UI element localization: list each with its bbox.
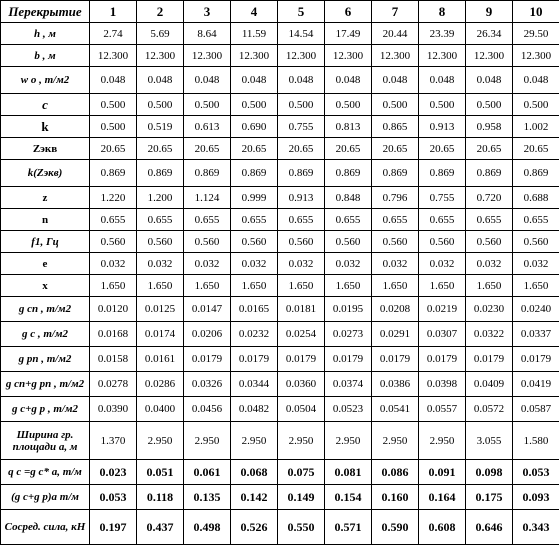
table-cell: 0.655 [419, 209, 466, 231]
table-cell: 0.869 [90, 160, 137, 187]
table-cell: 0.0174 [137, 322, 184, 347]
table-row [1, 510, 559, 545]
table-cell: 0.0419 [513, 372, 559, 397]
column-header: 5 [278, 1, 325, 23]
table-cell: 1.650 [184, 275, 231, 297]
table-cell: 0.0344 [231, 372, 278, 397]
table-cell: 0.500 [372, 94, 419, 116]
table-cell: 0.118 [137, 485, 184, 510]
table-cell: 0.0179 [278, 347, 325, 372]
table-cell: 3.055 [466, 422, 513, 460]
table-row [1, 422, 559, 460]
table-cell: 1.650 [278, 275, 325, 297]
table-cell: 0.032 [325, 253, 372, 275]
table-cell: 0.869 [513, 160, 559, 187]
table-cell: 20.65 [325, 138, 372, 160]
row-label: c [1, 94, 90, 116]
table-cell: 0.061 [184, 460, 231, 485]
row-label: g c+g p , т/м2 [1, 397, 90, 422]
table-cell: 0.051 [137, 460, 184, 485]
table-cell: 0.053 [90, 485, 137, 510]
table-cell: 1.650 [90, 275, 137, 297]
table-cell: 0.0161 [137, 347, 184, 372]
table-row [1, 116, 559, 138]
table-cell: 0.571 [325, 510, 372, 545]
table-cell: 1.580 [513, 422, 559, 460]
table-cell: 0.093 [513, 485, 559, 510]
column-header: 8 [419, 1, 466, 23]
table-cell: 0.0240 [513, 297, 559, 322]
table-cell: 0.655 [372, 209, 419, 231]
table-cell: 0.869 [278, 160, 325, 187]
table-cell: 12.300 [90, 45, 137, 67]
table-cell: 20.65 [513, 138, 559, 160]
table-cell: 0.437 [137, 510, 184, 545]
table-cell: 0.0232 [231, 322, 278, 347]
column-header: 7 [372, 1, 419, 23]
table-cell: 2.950 [419, 422, 466, 460]
table-cell: 0.500 [325, 94, 372, 116]
table-cell: 0.149 [278, 485, 325, 510]
table-cell: 0.175 [466, 485, 513, 510]
table-cell: 0.032 [372, 253, 419, 275]
table-cell: 8.64 [184, 23, 231, 45]
column-header: 9 [466, 1, 513, 23]
table-cell: 20.65 [466, 138, 513, 160]
table-cell: 11.59 [231, 23, 278, 45]
table-row [1, 485, 559, 510]
table-cell: 0.048 [90, 67, 137, 94]
table-cell: 0.032 [137, 253, 184, 275]
table-cell: 0.560 [278, 231, 325, 253]
table-cell: 0.688 [513, 187, 559, 209]
table-cell: 0.560 [419, 231, 466, 253]
table-cell: 0.048 [372, 67, 419, 94]
table-cell: 0.0409 [466, 372, 513, 397]
column-header: 2 [137, 1, 184, 23]
table-cell: 0.500 [90, 94, 137, 116]
row-label: k(Zэкв) [1, 160, 90, 187]
table-cell: 2.74 [90, 23, 137, 45]
table-cell: 0.048 [184, 67, 231, 94]
table-cell: 0.0158 [90, 347, 137, 372]
table-cell: 20.65 [372, 138, 419, 160]
row-label: g cn+g pn , т/м2 [1, 372, 90, 397]
table-cell: 0.0165 [231, 297, 278, 322]
table-cell: 0.053 [513, 460, 559, 485]
table-cell: 0.075 [278, 460, 325, 485]
row-label: (g c+g p)a т/м [1, 485, 90, 510]
table-cell: 20.65 [184, 138, 231, 160]
table-cell: 1.650 [137, 275, 184, 297]
table-cell: 0.098 [466, 460, 513, 485]
table-cell: 1.200 [137, 187, 184, 209]
table-cell: 1.124 [184, 187, 231, 209]
table-cell: 0.048 [419, 67, 466, 94]
table-cell: 17.49 [325, 23, 372, 45]
table-cell: 0.0587 [513, 397, 559, 422]
table-cell: 0.0208 [372, 297, 419, 322]
table-cell: 0.646 [466, 510, 513, 545]
table-cell: 0.032 [513, 253, 559, 275]
row-label: w o , т/м2 [1, 67, 90, 94]
table-cell: 0.0541 [372, 397, 419, 422]
table-cell: 0.500 [90, 116, 137, 138]
table-cell: 0.048 [278, 67, 325, 94]
table-cell: 0.032 [184, 253, 231, 275]
table-cell: 0.0374 [325, 372, 372, 397]
table-cell: 1.650 [419, 275, 466, 297]
table-cell: 0.519 [137, 116, 184, 138]
table-cell: 0.500 [137, 94, 184, 116]
table-cell: 0.655 [90, 209, 137, 231]
table-cell: 12.300 [466, 45, 513, 67]
table-cell: 0.796 [372, 187, 419, 209]
row-label: k [1, 116, 90, 138]
table-cell: 0.0147 [184, 297, 231, 322]
table-cell: 0.0219 [419, 297, 466, 322]
table-cell: 0.0504 [278, 397, 325, 422]
row-label: h , м [1, 23, 90, 45]
row-label: f1, Гц [1, 231, 90, 253]
table-cell: 0.142 [231, 485, 278, 510]
table-body [1, 23, 559, 545]
column-header: 10 [513, 1, 559, 23]
table-cell: 2.950 [184, 422, 231, 460]
table-cell: 1.650 [325, 275, 372, 297]
table-cell: 0.869 [325, 160, 372, 187]
table-cell: 0.0482 [231, 397, 278, 422]
table-cell: 0.526 [231, 510, 278, 545]
table-cell: 0.550 [278, 510, 325, 545]
table-cell: 0.500 [513, 94, 559, 116]
table-cell: 0.560 [184, 231, 231, 253]
table-cell: 0.655 [137, 209, 184, 231]
table-cell: 29.50 [513, 23, 559, 45]
table-cell: 0.0400 [137, 397, 184, 422]
table-cell: 0.0179 [513, 347, 559, 372]
table-cell: 20.65 [231, 138, 278, 160]
table-cell: 12.300 [231, 45, 278, 67]
table-cell: 0.560 [466, 231, 513, 253]
table-cell: 0.0291 [372, 322, 419, 347]
table-cell: 12.300 [278, 45, 325, 67]
table-cell: 0.0322 [466, 322, 513, 347]
table-row [1, 460, 559, 485]
table-cell: 0.869 [231, 160, 278, 187]
row-label: e [1, 253, 90, 275]
table-cell: 1.650 [231, 275, 278, 297]
table-cell: 0.498 [184, 510, 231, 545]
row-label: Сосред. сила, кН [1, 510, 90, 545]
table-cell: 12.300 [419, 45, 466, 67]
table-cell: 0.869 [137, 160, 184, 187]
table-row [1, 347, 559, 372]
table-cell: 0.655 [513, 209, 559, 231]
table-cell: 0.0179 [231, 347, 278, 372]
table-cell: 0.655 [466, 209, 513, 231]
row-label: g pn , т/м2 [1, 347, 90, 372]
table-cell: 0.0307 [419, 322, 466, 347]
table-row [1, 45, 559, 67]
table-cell: 20.65 [137, 138, 184, 160]
table-cell: 20.65 [419, 138, 466, 160]
table-cell: 0.690 [231, 116, 278, 138]
table-cell: 0.0572 [466, 397, 513, 422]
table-cell: 0.0230 [466, 297, 513, 322]
table-row [1, 160, 559, 187]
table-cell: 0.655 [278, 209, 325, 231]
table-cell: 0.0181 [278, 297, 325, 322]
table-cell: 0.560 [513, 231, 559, 253]
table-cell: 1.650 [513, 275, 559, 297]
row-label: Ширина гр. площади a, м [1, 422, 90, 460]
header-row [1, 1, 559, 23]
table-cell: 23.39 [419, 23, 466, 45]
table-row [1, 322, 559, 347]
table-cell: 12.300 [137, 45, 184, 67]
table-cell: 0.613 [184, 116, 231, 138]
table-cell: 0.560 [325, 231, 372, 253]
table-cell: 0.0456 [184, 397, 231, 422]
table-cell: 0.560 [372, 231, 419, 253]
table-cell: 0.048 [513, 67, 559, 94]
table-cell: 0.048 [231, 67, 278, 94]
column-header-floor: Перекрытие [1, 1, 90, 23]
row-label: z [1, 187, 90, 209]
table-cell: 0.0168 [90, 322, 137, 347]
table-cell: 0.0557 [419, 397, 466, 422]
table-cell: 0.0286 [137, 372, 184, 397]
table-cell: 1.002 [513, 116, 559, 138]
table-cell: 0.848 [325, 187, 372, 209]
table-cell: 0.032 [466, 253, 513, 275]
table-cell: 0.197 [90, 510, 137, 545]
table-cell: 0.655 [184, 209, 231, 231]
table-cell: 0.0360 [278, 372, 325, 397]
table-row [1, 209, 559, 231]
row-label: g cn , т/м2 [1, 297, 90, 322]
table-cell: 0.869 [466, 160, 513, 187]
row-label: g c , т/м2 [1, 322, 90, 347]
table-cell: 12.300 [325, 45, 372, 67]
table-cell: 0.0179 [325, 347, 372, 372]
table-cell: 0.0195 [325, 297, 372, 322]
table-cell: 0.0254 [278, 322, 325, 347]
table-cell: 2.950 [231, 422, 278, 460]
table-cell: 0.0278 [90, 372, 137, 397]
column-header: 3 [184, 1, 231, 23]
table-cell: 0.720 [466, 187, 513, 209]
table-cell: 2.950 [137, 422, 184, 460]
table-cell: 0.869 [419, 160, 466, 187]
table-cell: 0.0337 [513, 322, 559, 347]
table-cell: 0.032 [278, 253, 325, 275]
table-cell: 0.023 [90, 460, 137, 485]
table-cell: 1.220 [90, 187, 137, 209]
table-cell: 0.560 [231, 231, 278, 253]
table-cell: 0.958 [466, 116, 513, 138]
table-cell: 2.950 [372, 422, 419, 460]
table-cell: 0.0125 [137, 297, 184, 322]
table-cell: 0.755 [278, 116, 325, 138]
table-cell: 20.44 [372, 23, 419, 45]
table-cell: 0.865 [372, 116, 419, 138]
table-cell: 0.0179 [372, 347, 419, 372]
table-row [1, 23, 559, 45]
column-header: 1 [90, 1, 137, 23]
table-cell: 0.068 [231, 460, 278, 485]
row-label: q c =g c* a, т/м [1, 460, 90, 485]
table-cell: 20.65 [278, 138, 325, 160]
table-cell: 0.343 [513, 510, 559, 545]
table-cell: 1.650 [466, 275, 513, 297]
table-cell: 0.913 [419, 116, 466, 138]
table-cell: 0.0398 [419, 372, 466, 397]
table-cell: 0.032 [90, 253, 137, 275]
table-cell: 0.655 [231, 209, 278, 231]
column-header: 6 [325, 1, 372, 23]
table-cell: 20.65 [90, 138, 137, 160]
table-cell: 0.813 [325, 116, 372, 138]
table-cell: 0.560 [137, 231, 184, 253]
row-label: n [1, 209, 90, 231]
table-cell: 0.0179 [419, 347, 466, 372]
table-cell: 12.300 [513, 45, 559, 67]
table-cell: 0.048 [137, 67, 184, 94]
table-cell: 0.0390 [90, 397, 137, 422]
table-cell: 0.608 [419, 510, 466, 545]
table-cell: 0.048 [325, 67, 372, 94]
table-cell: 14.54 [278, 23, 325, 45]
table-cell: 0.869 [184, 160, 231, 187]
table-cell: 0.500 [278, 94, 325, 116]
table-cell: 0.500 [184, 94, 231, 116]
table-cell: 5.69 [137, 23, 184, 45]
table-row [1, 275, 559, 297]
table-row [1, 297, 559, 322]
row-label: b , м [1, 45, 90, 67]
column-header: 4 [231, 1, 278, 23]
table-cell: 0.590 [372, 510, 419, 545]
table-cell: 0.091 [419, 460, 466, 485]
table-cell: 0.0179 [466, 347, 513, 372]
table-cell: 1.370 [90, 422, 137, 460]
table-cell: 0.913 [278, 187, 325, 209]
table-cell: 2.950 [325, 422, 372, 460]
table-cell: 0.560 [90, 231, 137, 253]
table-cell: 0.0523 [325, 397, 372, 422]
table-cell: 0.164 [419, 485, 466, 510]
table-row [1, 138, 559, 160]
table-cell: 0.032 [231, 253, 278, 275]
table-cell: 0.0206 [184, 322, 231, 347]
table-row [1, 253, 559, 275]
table-cell: 0.086 [372, 460, 419, 485]
table-cell: 0.154 [325, 485, 372, 510]
row-label: x [1, 275, 90, 297]
table-cell: 0.500 [419, 94, 466, 116]
row-label: Zэкв [1, 138, 90, 160]
table-row [1, 94, 559, 116]
table-cell: 0.869 [372, 160, 419, 187]
table-cell: 0.999 [231, 187, 278, 209]
table-cell: 0.081 [325, 460, 372, 485]
table-row [1, 397, 559, 422]
table-row [1, 67, 559, 94]
table-row [1, 187, 559, 209]
table-cell: 2.950 [278, 422, 325, 460]
table-cell: 0.0120 [90, 297, 137, 322]
table-cell: 0.500 [466, 94, 513, 116]
table-cell: 1.650 [372, 275, 419, 297]
table-cell: 0.048 [466, 67, 513, 94]
table-cell: 0.0386 [372, 372, 419, 397]
table-row [1, 231, 559, 253]
table-row [1, 372, 559, 397]
table-cell: 26.34 [466, 23, 513, 45]
table-cell: 12.300 [184, 45, 231, 67]
table-cell: 0.0273 [325, 322, 372, 347]
table-cell: 0.0179 [184, 347, 231, 372]
table-cell: 0.032 [419, 253, 466, 275]
table-cell: 0.0326 [184, 372, 231, 397]
table-cell: 0.755 [419, 187, 466, 209]
table-cell: 0.500 [231, 94, 278, 116]
table-cell: 0.655 [325, 209, 372, 231]
table-cell: 0.135 [184, 485, 231, 510]
table-cell: 12.300 [372, 45, 419, 67]
table-cell: 0.160 [372, 485, 419, 510]
